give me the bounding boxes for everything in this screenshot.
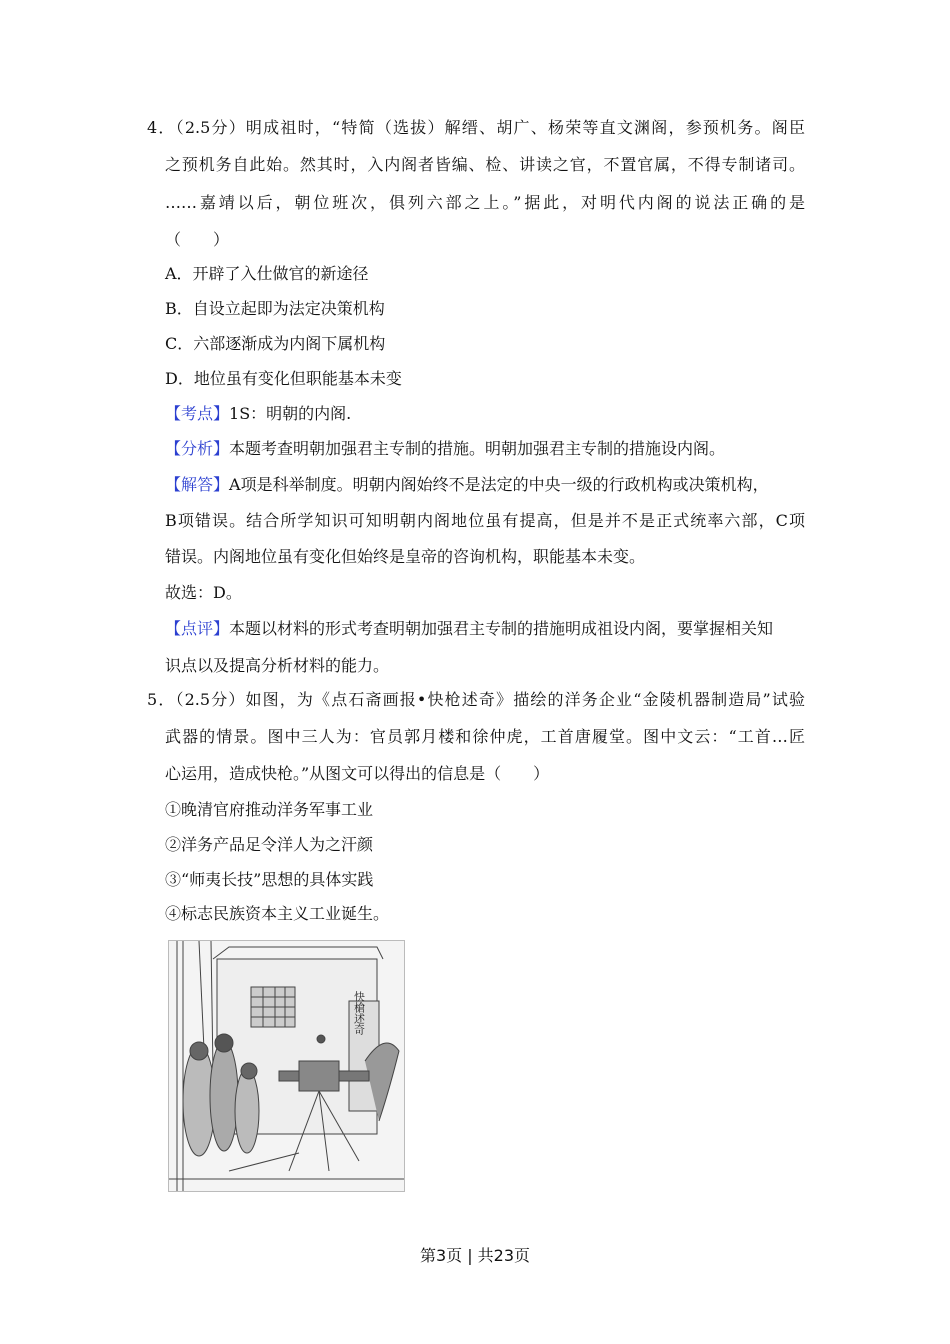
q5-stem-line: 武器的情景。图中三人为：官员郭月楼和徐仲虎，工首唐履堂。图中文云：“工首…匠: [165, 727, 805, 746]
q5-stem-line: 5．（2.5分）如图，为《点石斋画报•快枪述奇》描绘的洋务企业“金陵机器制造局”试验: [147, 690, 805, 709]
dianping-line: 识点以及提高分析材料的能力。: [165, 656, 390, 675]
q5-item-4: ④标志民族资本主义工业诞生。: [165, 904, 390, 923]
q4-jieda: [165, 475, 769, 495]
q4-fenxi: [165, 439, 725, 459]
kaodian-tag: 【考点】: [165, 404, 230, 423]
q5-item-2: ②洋务产品足令洋人为之汗颜: [165, 835, 374, 854]
q5-item-3: ③“师夷长技”思想的具体实践: [165, 870, 374, 889]
q4-option-b: B．自设立起即为法定决策机构: [165, 299, 385, 318]
jieda-line: B项错误。结合所学知识可知明朝内阁地位虽有提高，但是并不是正式统率六部，C项: [165, 511, 805, 530]
q4-option-c: C．六部逐渐成为内阁下属机构: [165, 334, 386, 353]
q4-option-d: D．地位虽有变化但职能基本未变: [165, 369, 402, 388]
figure-caption: 快槍述奇: [352, 991, 366, 1035]
q4-stem-line: 4．（2.5分）明成祖时，“特简（选拔）解缙、胡广、杨荣等直文渊阁，参预机务。阁臣: [147, 118, 805, 137]
q4-answer-blank: （ ）: [165, 230, 230, 249]
q4-option-a: A．开辟了入仕做官的新途径: [165, 264, 369, 283]
dianping-tag: 【点评】: [165, 619, 230, 638]
fenxi-text: 本题考查明朝加强君主专制的措施。明朝加强君主专制的措施设内阁。: [229, 439, 726, 458]
jieda-line: 错误。内阁地位虽有变化但始终是皇帝的咨询机构，职能基本未变。: [165, 547, 646, 566]
q4-answer: 故选：D。: [165, 583, 242, 602]
q5-item-1: ①晚清官府推动洋务军事工业: [165, 800, 374, 819]
q4-stem-line: ……嘉靖以后，朝位班次，俱列六部之上。”据此，对明代内阁的说法正确的是: [165, 193, 805, 212]
q4-dianping: [165, 619, 773, 639]
jieda-text: A项是科举制度。明朝内阁始终不是法定的中央一级的行政机构或决策机构，: [229, 475, 769, 494]
kaodian-text: 1S：明朝的内阁.: [229, 404, 352, 423]
fenxi-tag: 【分析】: [165, 439, 230, 458]
q4-stem-line: 之预机务自此始。然其时，入内阁者皆编、检、讲读之官，不置官属，不得专制诸司。: [165, 155, 805, 174]
illustration-machine-gun-test: [168, 940, 405, 1192]
q4-kaodian: [165, 404, 351, 424]
q5-stem-line: 心运用，造成快枪。”从图文可以得出的信息是（ ）: [165, 764, 550, 783]
jieda-tag: 【解答】: [165, 475, 230, 494]
page-footer: 第3页 | 共23页: [419, 1246, 531, 1265]
dianping-text: 本题以材料的形式考查明朝加强君主专制的措施明成祖设内阁，要掌握相关知: [229, 619, 774, 638]
illustration-drawing: [169, 941, 404, 1191]
